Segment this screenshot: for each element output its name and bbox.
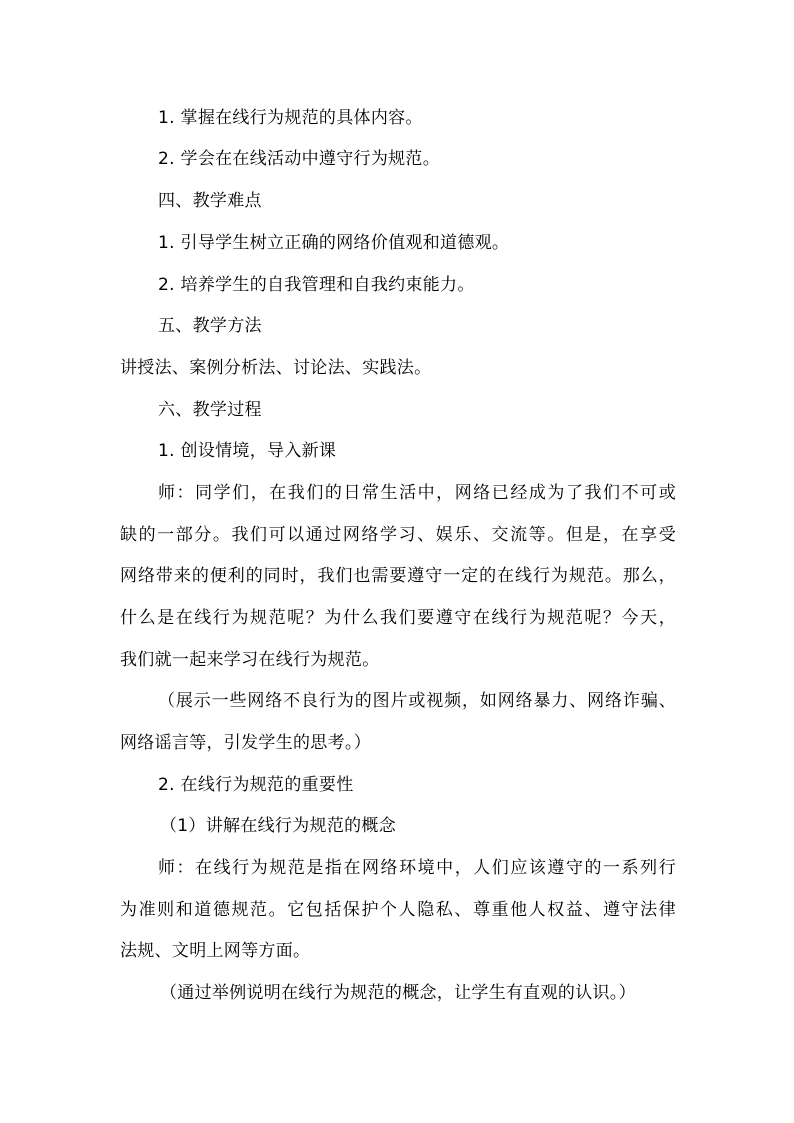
- objective-item-2: 2. 学会在在线活动中遵守行为规范。: [158, 149, 441, 169]
- difficulty-item-1: 1. 引导学生树立正确的网络价值观和道德观。: [158, 233, 510, 253]
- process-step-2-heading: 2. 在线行为规范的重要性: [158, 775, 354, 795]
- objective-item-1: 1. 掌握在线行为规范的具体内容。: [158, 108, 423, 128]
- subsection-heading-1: （1）讲解在线行为规范的概念: [160, 816, 397, 836]
- paragraph-line: 师：同学们，在我们的日常生活中，网络已经成为了我们不可或: [158, 483, 676, 503]
- process-step-1-heading: 1. 创设情境，导入新课: [158, 441, 337, 461]
- difficulty-item-2: 2. 培养学生的自我管理和自我约束能力。: [158, 275, 475, 295]
- section-heading-process: 六、教学过程: [158, 400, 262, 420]
- paragraph-line: （展示一些网络不良行为的图片或视频，如网络暴力、网络诈骗、: [158, 691, 676, 711]
- paragraph-line: 什么是在线行为规范呢？为什么我们要遵守在线行为规范呢？今天，: [120, 608, 676, 628]
- section-heading-methods: 五、教学方法: [158, 316, 262, 336]
- paragraph-line: 网络谣言等，引发学生的思考。）: [120, 733, 371, 753]
- paragraph-line: （通过举例说明在线行为规范的概念，让学生有直观的认识。）: [160, 983, 636, 1003]
- paragraph-line: 法规、文明上网等方面。: [120, 941, 311, 961]
- section-heading-difficulties: 四、教学难点: [158, 191, 262, 211]
- paragraph-line: 师：在线行为规范是指在网络环境中，人们应该遵守的一系列行: [158, 858, 676, 878]
- methods-text: 讲授法、案例分析法、讨论法、实践法。: [120, 358, 432, 378]
- paragraph-line: 网络带来的便利的同时，我们也需要遵守一定的在线行为规范。那么，: [120, 566, 676, 586]
- paragraph-line: 为准则和道德规范。它包括保护个人隐私、尊重他人权益、遵守法律: [120, 900, 676, 920]
- paragraph-line: 缺的一部分。我们可以通过网络学习、娱乐、交流等。但是，在享受: [120, 525, 676, 545]
- paragraph-line: 我们就一起来学习在线行为规范。: [120, 650, 380, 670]
